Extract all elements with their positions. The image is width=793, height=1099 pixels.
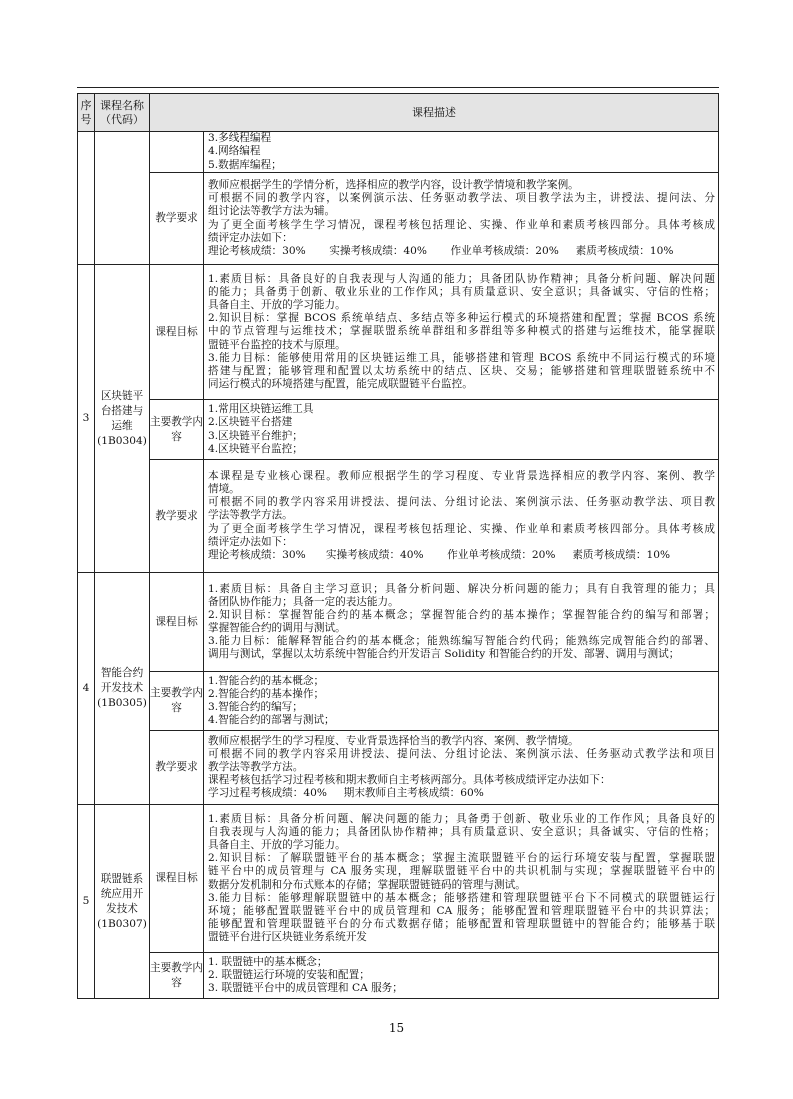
content-line: 4.区块链平台监控； (208, 442, 303, 455)
requirements-line: 情境。 (208, 483, 240, 496)
course-name (95, 573, 150, 805)
goals-line: 2.知识目标：掌握 BCOS 系统单结点、多结点等多种运行模式的环境搭建和配置；掌握 BCOS 系统 (208, 312, 715, 325)
content-line: 2.区块链平台搭建 (208, 416, 293, 429)
goals-line: 盟链平台监控的技术与原理。 (208, 338, 346, 351)
content-line: 1.常用区块链运维工具 (208, 403, 314, 416)
course-name-line: 智能合约 (100, 667, 144, 679)
requirements-line: 绩评定办法如下： (208, 535, 293, 548)
course-seq: 3 (78, 265, 95, 573)
course-4-requirements-row (78, 731, 719, 805)
course-name-line: 运维 (111, 419, 133, 432)
course-code: (1B0304) (97, 434, 147, 447)
goals-line: 具备自主、开放的学习能力。 (208, 839, 346, 852)
goals-line: 环境；能够配置联盟链平台中的成员管理和 CA 服务；能够配置和管理联盟链平台中的共识算法； (208, 904, 715, 917)
grading-line: 学习过程考核成绩：40% 期末教师自主考核成绩：60% (208, 787, 484, 800)
goals-line: 中的节点管理与运维技术；掌握联盟系统单群组和多群组等多种模式的搭建与运维技术，能掌握联 (208, 325, 715, 338)
requirements-line: 教学法等教学方法。 (208, 760, 304, 773)
continued-requirements-cell (204, 173, 719, 265)
table-header-row (78, 94, 719, 132)
content-line: 3. 联盟链平台中的成员管理和 CA 服务； (208, 982, 403, 995)
continued-content-label-cell (150, 132, 204, 173)
requirements-line: 可根据不同的教学内容采用讲授法、提问法、分组讨论法、案例演示法、任务驱动式教学法和项目 (208, 747, 715, 760)
content-line: 4.网络编程 (208, 145, 261, 158)
goals-cell (204, 265, 719, 400)
content-line: 1. 联盟链中的基本概念； (208, 955, 328, 968)
requirements-line: 绩评定办法如下： (208, 231, 293, 244)
course-name (95, 805, 150, 999)
goals-line: 具备自主、开放的学习能力。 (208, 299, 346, 312)
goals-line: 的能力；具备勇于创新、敬业乐业的工作作风；具有质量意识、安全意识；具备诚实、守信的性格； (208, 286, 715, 299)
course-4-goals-row (78, 573, 719, 672)
goals-line: 1.素质目标：具备自主学习意识；具备分析问题、解决分析问题的能力；具有自我管理的能力；具 (208, 582, 715, 595)
course-name-line: 统应用开 (100, 887, 144, 900)
header-seq: 序号 (78, 94, 95, 132)
goals-line: 盟链平台进行区块链业务系统开发 (208, 930, 367, 943)
requirements-cell (204, 731, 719, 805)
content-line: 3.多线程编程 (208, 132, 272, 145)
content-line: 1.智能合约的基本概念； (208, 674, 325, 687)
course-seq: 5 (78, 805, 95, 999)
continued-content-cell (204, 132, 719, 173)
top-rule (77, 87, 719, 88)
goals-line: 3.能力目标：能解释智能合约的基本概念；能熟练编写智能合约代码；能熟练完成智能合约的部署、 (208, 635, 715, 648)
goals-line: 2.知识目标：了解联盟链平台的基本概念；掌握主流联盟链平台的运行环境安装与配置，掌握联盟 (208, 852, 715, 865)
content-label: 主要教学内容 (150, 953, 204, 999)
grading-line: 理论考核成绩：30% 实操考核成绩：40% 作业单考核成绩：20% 素质考核成绩：10% (208, 548, 671, 561)
goals-line: 搭建与配置；能够管理和配置以太坊系统中的结点、区块、交易；能够搭建和管理联盟链系统中不 (208, 364, 715, 377)
goals-line: 同运行模式的环境搭建与配置，能完成联盟链平台监控。 (208, 377, 473, 390)
requirements-line: 本课程是专业核心课程。教师应根据学生的学习程度、专业背景选择相应的教学内容、案例、教学 (208, 470, 715, 483)
requirements-line: 课程考核包括学习过程考核和期末教师自主考核两部分。具体考核成绩评定办法如下： (208, 774, 611, 787)
requirements-cell (204, 460, 719, 573)
goals-line: 调用与测试，掌握以太坊系统中智能合约开发语言 Solidity 和智能合约的开发、部署、调用与测试； (208, 648, 680, 661)
content-line: 3.区块链平台维护； (208, 429, 303, 442)
content-line: 3.智能合约的编写； (208, 701, 303, 713)
continued-seq-cell (78, 132, 95, 265)
course-name (95, 265, 150, 573)
requirements-line: 可根据不同的教学内容，以案例演示法、任务驱动教学法、项目教学法为主，讲授法、提问法、分 (208, 192, 715, 205)
requirements-label: 教学要求 (150, 173, 204, 265)
goals-line: 掌握智能合约的调用与测试。 (208, 622, 346, 634)
goals-line: 数据分发机制和分布式账本的存储；掌握联盟链链码的管理与测试。 (208, 878, 526, 891)
goals-label: 课程目标 (150, 805, 204, 953)
content-cell (204, 400, 719, 460)
goals-cell (204, 805, 719, 953)
course-name-line: 开发技术 (100, 682, 144, 694)
course-5-goals-row (78, 805, 719, 953)
goals-line: 1.素质目标：具备良好的自我表现与人沟通的能力；具备团队协作精神；具备分析问题、解决问题 (208, 273, 715, 286)
requirements-label: 教学要求 (150, 460, 204, 573)
continued-content-row (78, 132, 719, 173)
content-cell (204, 953, 719, 999)
goals-line: 备团队协作能力；具备一定的表达能力。 (208, 595, 399, 608)
requirements-label: 教学要求 (150, 731, 204, 805)
content-line: 4.智能合约的部署与测试； (208, 714, 335, 727)
requirements-line: 可根据不同的教学内容采用讲授法、提问法、分组讨论法、案例演示法、任务驱动教学法、项目教 (208, 496, 715, 509)
requirements-line: 学法等教学方法。 (208, 509, 293, 522)
course-3-content-row (78, 400, 719, 460)
grading-line: 理论考核成绩：30% 实操考核成绩：40% 作业单考核成绩：20% 素质考核成绩：10% (208, 244, 674, 257)
course-5-content-row (78, 953, 719, 999)
course-seq: 4 (78, 573, 95, 805)
page-number: 15 (388, 1021, 405, 1035)
goals-line: 链平台中的成员管理与 CA 服务实现，理解联盟链平台中的共识机制与实现；掌握联盟链平台中的 (208, 865, 715, 878)
course-description-table (77, 93, 719, 999)
continued-requirements-row (78, 173, 719, 265)
header-desc: 课程描述 (150, 94, 719, 132)
goals-label: 课程目标 (150, 265, 204, 400)
goals-label: 课程目标 (150, 573, 204, 672)
goals-line: 3.能力目标：能够使用常用的区块链运维工具，能够搭建和管理 BCOS 系统中不同运行模式的环境 (208, 351, 715, 364)
requirements-line: 为了更全面考核学生学习情况，课程考核包括理论、实操、作业单和素质考核四部分。具体考核成 (208, 522, 715, 535)
content-line: 2.智能合约的基本操作； (208, 687, 325, 700)
goals-line: 2.知识目标：掌握智能合约的基本概念；掌握智能合约的基本操作；掌握智能合约的编写和部署； (208, 608, 715, 621)
content-cell (204, 672, 719, 731)
content-label: 主要教学内容 (150, 400, 204, 460)
requirements-line: 组讨论法等教学方法为辅。 (208, 205, 336, 218)
requirements-line: 为了更全面考核学生学习情况，课程考核包括理论、实操、作业单和素质考核四部分。具体考核成 (208, 218, 715, 231)
continued-name-cell (95, 132, 150, 265)
goals-line: 3.能力目标：能够理解联盟链中的基本概念；能够搭建和管理联盟链平台下不同模式的联盟链运行 (208, 891, 715, 904)
goals-line: 1.素质目标：具备分析问题、解决问题的能力；具备勇于创新、敬业乐业的工作作风；具备良好的 (208, 813, 715, 826)
content-line: 5.数据库编程； (208, 158, 282, 171)
course-name-line: 区块链平 (100, 389, 144, 402)
course-name-line: 发技术 (106, 902, 138, 915)
goals-line: 能够配置和管理联盟链平台的分布式数据存储；能够配置和管理联盟链中的智能合约；能够基于联 (208, 917, 715, 930)
requirements-line: 教师应根据学生的学情分析，选择相应的教学内容，设计教学情境和教学案例。 (208, 179, 579, 192)
course-name-line: 联盟链系 (100, 872, 144, 885)
course-4-content-row (78, 672, 719, 731)
goals-cell (204, 573, 719, 672)
goals-line: 自我表现与人沟通的能力；具备团队协作精神；具有质量意识、安全意识；具备诚实、守信的性格； (208, 826, 715, 839)
content-label: 主要教学内容 (150, 672, 204, 731)
course-code: (1B0307) (97, 917, 147, 930)
content-line: 2. 联盟链运行环境的安装和配置； (208, 968, 370, 981)
course-code: (1B0305) (97, 697, 147, 709)
header-name: 课程名称（代码） (95, 94, 150, 132)
course-3-goals-row (78, 265, 719, 400)
requirements-line: 教师应根据学生的学习程度、专业背景选择恰当的教学内容、案例、教学情境。 (208, 734, 579, 747)
course-3-requirements-row (78, 460, 719, 573)
course-name-line: 台搭建与 (100, 404, 144, 417)
